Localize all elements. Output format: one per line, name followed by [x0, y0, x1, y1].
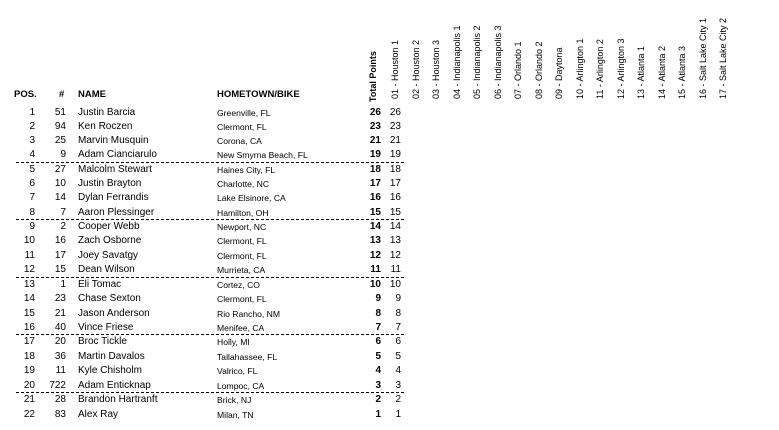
hometown-cell: Clermont, FL — [217, 294, 267, 304]
total-points-cell: 16 — [369, 192, 381, 203]
total-points-cell: 11 — [370, 264, 381, 276]
rider-name-cell: Kyle Chisholm — [78, 365, 142, 377]
rider-name-cell: Zach Osborne — [78, 235, 142, 247]
bike-number-cell: 7 — [60, 206, 66, 218]
bike-number-cell: 2 — [60, 221, 66, 232]
bike-number-cell: 9 — [60, 149, 66, 160]
table-row — [0, 379, 779, 393]
hometown-cell: Brick, NJ — [217, 395, 252, 406]
table-row — [0, 120, 779, 134]
position-cell: 17 — [23, 336, 35, 348]
rider-name-cell: Malcolm Stewart — [78, 163, 152, 175]
table-row — [0, 249, 779, 263]
group-divider — [16, 392, 404, 393]
hometown-cell: Haines City, FL — [217, 164, 276, 175]
total-points-cell: 26 — [369, 107, 381, 118]
position-cell: 14 — [23, 293, 35, 304]
round-1-points-cell: 1 — [395, 408, 401, 420]
rider-name-cell: Vince Friese — [78, 322, 134, 333]
group-divider — [16, 334, 404, 335]
total-points-cell: 10 — [369, 278, 381, 290]
rider-name-cell: Eli Tomac — [78, 278, 122, 290]
total-points-cell: 17 — [369, 178, 381, 189]
hometown-cell: Clermont, FL — [217, 236, 267, 247]
bike-number-cell: 11 — [55, 365, 66, 377]
header-round-7: 07 - Orlando 1 — [513, 41, 523, 99]
position-cell: 11 — [24, 249, 35, 261]
table-row — [0, 191, 779, 205]
hometown-cell: Lake Elsinore, CA — [217, 193, 286, 203]
rider-name-cell: Dean Wilson — [78, 264, 135, 276]
round-1-points-cell: 7 — [395, 322, 401, 333]
table-row — [0, 234, 779, 248]
total-points-cell: 12 — [369, 249, 381, 261]
bike-number-cell: 27 — [54, 163, 66, 175]
rider-name-cell: Marvin Musquin — [78, 135, 149, 146]
round-1-points-cell: 13 — [389, 235, 401, 247]
rider-name-cell: Jason Anderson — [78, 307, 150, 319]
hometown-cell: Valrico, FL — [217, 366, 258, 377]
header-total-points: Total Points — [368, 51, 378, 102]
position-cell: 20 — [23, 379, 35, 391]
table-row — [0, 263, 779, 277]
header-name: NAME — [78, 89, 106, 100]
round-1-points-cell: 2 — [395, 394, 401, 406]
round-1-points-cell: 26 — [389, 107, 401, 118]
rider-name-cell: Adam Cianciarulo — [78, 149, 157, 160]
hometown-cell: Greenville, FL — [217, 108, 271, 118]
hometown-cell: Clermont, FL — [217, 250, 267, 261]
position-cell: 21 — [23, 394, 35, 406]
header-hometown: HOMETOWN/BIKE — [217, 89, 300, 100]
total-points-cell: 5 — [375, 350, 381, 362]
rider-name-cell: Chase Sexton — [78, 293, 141, 304]
round-1-points-cell: 21 — [389, 135, 401, 146]
rider-name-cell: Justin Barcia — [78, 107, 136, 118]
round-1-points-cell: 5 — [395, 350, 401, 362]
position-cell: 8 — [29, 206, 35, 218]
hometown-cell: Newport, NC — [217, 222, 267, 232]
position-cell: 19 — [23, 365, 35, 377]
table-row — [0, 278, 779, 292]
bike-number-cell: 16 — [54, 235, 66, 247]
position-cell: 10 — [23, 235, 35, 247]
round-1-points-cell: 11 — [390, 264, 401, 276]
round-1-points-cell: 14 — [389, 221, 401, 232]
table-row — [0, 106, 779, 120]
round-1-points-cell: 10 — [389, 278, 401, 290]
header-round-17: 17 - Salt Lake City 2 — [718, 17, 728, 99]
rider-name-cell: Ken Roczen — [78, 121, 133, 132]
round-1-points-cell: 18 — [389, 163, 401, 175]
table-row — [0, 364, 779, 378]
group-divider — [16, 219, 404, 220]
bike-number-cell: 25 — [54, 135, 66, 146]
hometown-cell: Clermont, FL — [217, 122, 267, 132]
total-points-cell: 15 — [369, 206, 381, 218]
hometown-cell: Corona, CA — [217, 136, 262, 146]
total-points-cell: 14 — [369, 221, 381, 232]
bike-number-cell: 36 — [54, 350, 66, 362]
position-cell: 6 — [29, 178, 35, 189]
header-number: # — [59, 89, 65, 100]
round-1-points-cell: 8 — [395, 307, 401, 319]
round-1-points-cell: 19 — [389, 149, 401, 160]
group-divider — [16, 162, 404, 163]
total-points-cell: 1 — [375, 408, 381, 420]
header-round-5: 05 - Indianapolis 2 — [472, 25, 482, 99]
table-row — [0, 335, 779, 349]
total-points-cell: 7 — [375, 322, 381, 333]
table-row — [0, 148, 779, 162]
group-divider — [16, 277, 404, 278]
bike-number-cell: 28 — [54, 394, 66, 406]
bike-number-cell: 94 — [54, 121, 66, 132]
header-round-3: 03 - Houston 3 — [431, 39, 441, 99]
total-points-cell: 9 — [375, 293, 381, 304]
header-round-2: 02 - Houston 2 — [410, 39, 421, 99]
rider-name-cell: Alex Ray — [78, 408, 119, 420]
rider-name-cell: Justin Brayton — [78, 178, 142, 189]
bike-number-cell: 83 — [54, 408, 66, 420]
round-1-points-cell: 9 — [395, 293, 401, 304]
table-row — [0, 393, 779, 407]
position-cell: 1 — [29, 107, 35, 118]
position-cell: 9 — [29, 221, 35, 232]
table-row — [0, 307, 779, 321]
table-row — [0, 206, 779, 220]
table-row — [0, 220, 779, 234]
bike-number-cell: 10 — [54, 178, 66, 189]
header-round-16: 16 - Salt Lake City 1 — [697, 17, 708, 99]
header-round-13: 13 - Atlanta 1 — [636, 45, 646, 99]
total-points-cell: 13 — [369, 235, 381, 247]
position-cell: 22 — [23, 408, 35, 420]
round-1-points-cell: 4 — [395, 365, 401, 377]
rider-name-cell: Cooper Webb — [78, 221, 140, 232]
header-round-15: 15 - Atlanta 3 — [677, 45, 687, 99]
table-row — [0, 408, 779, 422]
table-row — [0, 292, 779, 306]
position-cell: 7 — [29, 192, 35, 203]
total-points-cell: 2 — [375, 394, 381, 406]
bike-number-cell: 23 — [54, 293, 66, 304]
bike-number-cell: 17 — [54, 249, 66, 261]
round-1-points-cell: 23 — [389, 121, 401, 132]
hometown-cell: Lompoc, CA — [217, 380, 265, 391]
position-cell: 4 — [29, 149, 35, 160]
header-round-6: 06 - Indianapolis 3 — [492, 25, 503, 99]
header-round-11: 11 - Arlington 2 — [595, 39, 605, 99]
bike-number-cell: 51 — [54, 107, 66, 118]
bike-number-cell: 20 — [54, 336, 66, 348]
bike-number-cell: 21 — [54, 307, 66, 319]
round-1-points-cell: 3 — [395, 379, 401, 391]
round-1-points-cell: 15 — [389, 206, 401, 218]
total-points-cell: 19 — [369, 149, 381, 160]
total-points-cell: 21 — [369, 135, 381, 146]
rider-name-cell: Adam Enticknap — [78, 379, 151, 391]
total-points-cell: 23 — [369, 121, 381, 132]
total-points-cell: 4 — [375, 365, 381, 377]
position-cell: 13 — [23, 278, 35, 290]
table-row — [0, 350, 779, 364]
bike-number-cell: 14 — [54, 192, 66, 203]
bike-number-cell: 40 — [54, 322, 66, 333]
rider-name-cell: Joey Savatgy — [78, 249, 139, 261]
table-row — [0, 134, 779, 148]
position-cell: 18 — [23, 350, 35, 362]
round-1-points-cell: 12 — [389, 249, 401, 261]
header-round-14: 14 - Atlanta 2 — [656, 45, 667, 99]
hometown-cell: Hamilton, OH — [217, 207, 269, 218]
bike-number-cell: 15 — [54, 264, 66, 276]
header-pos: POS. — [14, 89, 37, 100]
header-round-1: 01 - Houston 1 — [390, 39, 400, 99]
table-row — [0, 163, 779, 177]
position-cell: 3 — [29, 135, 35, 146]
header-round-8: 08 - Orlando 2 — [533, 41, 544, 99]
total-points-cell: 6 — [375, 336, 381, 348]
position-cell: 5 — [29, 163, 35, 175]
header-round-10: 10 - Arlington 1 — [574, 38, 585, 99]
hometown-cell: Milan, TN — [217, 409, 254, 420]
total-points-cell: 8 — [375, 307, 381, 319]
rider-name-cell: Aaron Plessinger — [78, 206, 155, 218]
hometown-cell: Cortez, CO — [217, 279, 260, 290]
header-round-9: 09 - Daytona — [554, 47, 564, 99]
rider-name-cell: Martin Davalos — [78, 350, 145, 362]
hometown-cell: Murrieta, CA — [217, 265, 266, 276]
position-cell: 12 — [23, 264, 35, 276]
bike-number-cell: 722 — [49, 379, 66, 391]
hometown-cell: Tallahassee, FL — [217, 351, 278, 362]
position-cell: 16 — [23, 322, 35, 333]
rider-name-cell: Broc Tickle — [78, 336, 127, 348]
round-1-points-cell: 6 — [395, 336, 401, 348]
hometown-cell: Menifee, CA — [217, 323, 265, 333]
round-1-points-cell: 17 — [389, 178, 401, 189]
hometown-cell: Rio Rancho, NM — [217, 308, 281, 319]
position-cell: 2 — [29, 121, 35, 132]
hometown-cell: New Smyrna Beach, FL — [217, 150, 308, 160]
round-1-points-cell: 16 — [389, 192, 401, 203]
header-round-12: 12 - Arlington 3 — [615, 38, 626, 99]
hometown-cell: Holly, MI — [217, 337, 250, 348]
bike-number-cell: 1 — [60, 278, 66, 290]
header-round-4: 04 - Indianapolis 1 — [451, 25, 462, 99]
rider-name-cell: Brandon Hartranft — [78, 394, 158, 406]
rider-name-cell: Dylan Ferrandis — [78, 192, 149, 203]
position-cell: 15 — [23, 307, 35, 319]
total-points-cell: 3 — [375, 379, 381, 391]
table-row — [0, 177, 779, 191]
hometown-cell: Charlotte, NC — [217, 179, 270, 189]
total-points-cell: 18 — [369, 163, 381, 175]
